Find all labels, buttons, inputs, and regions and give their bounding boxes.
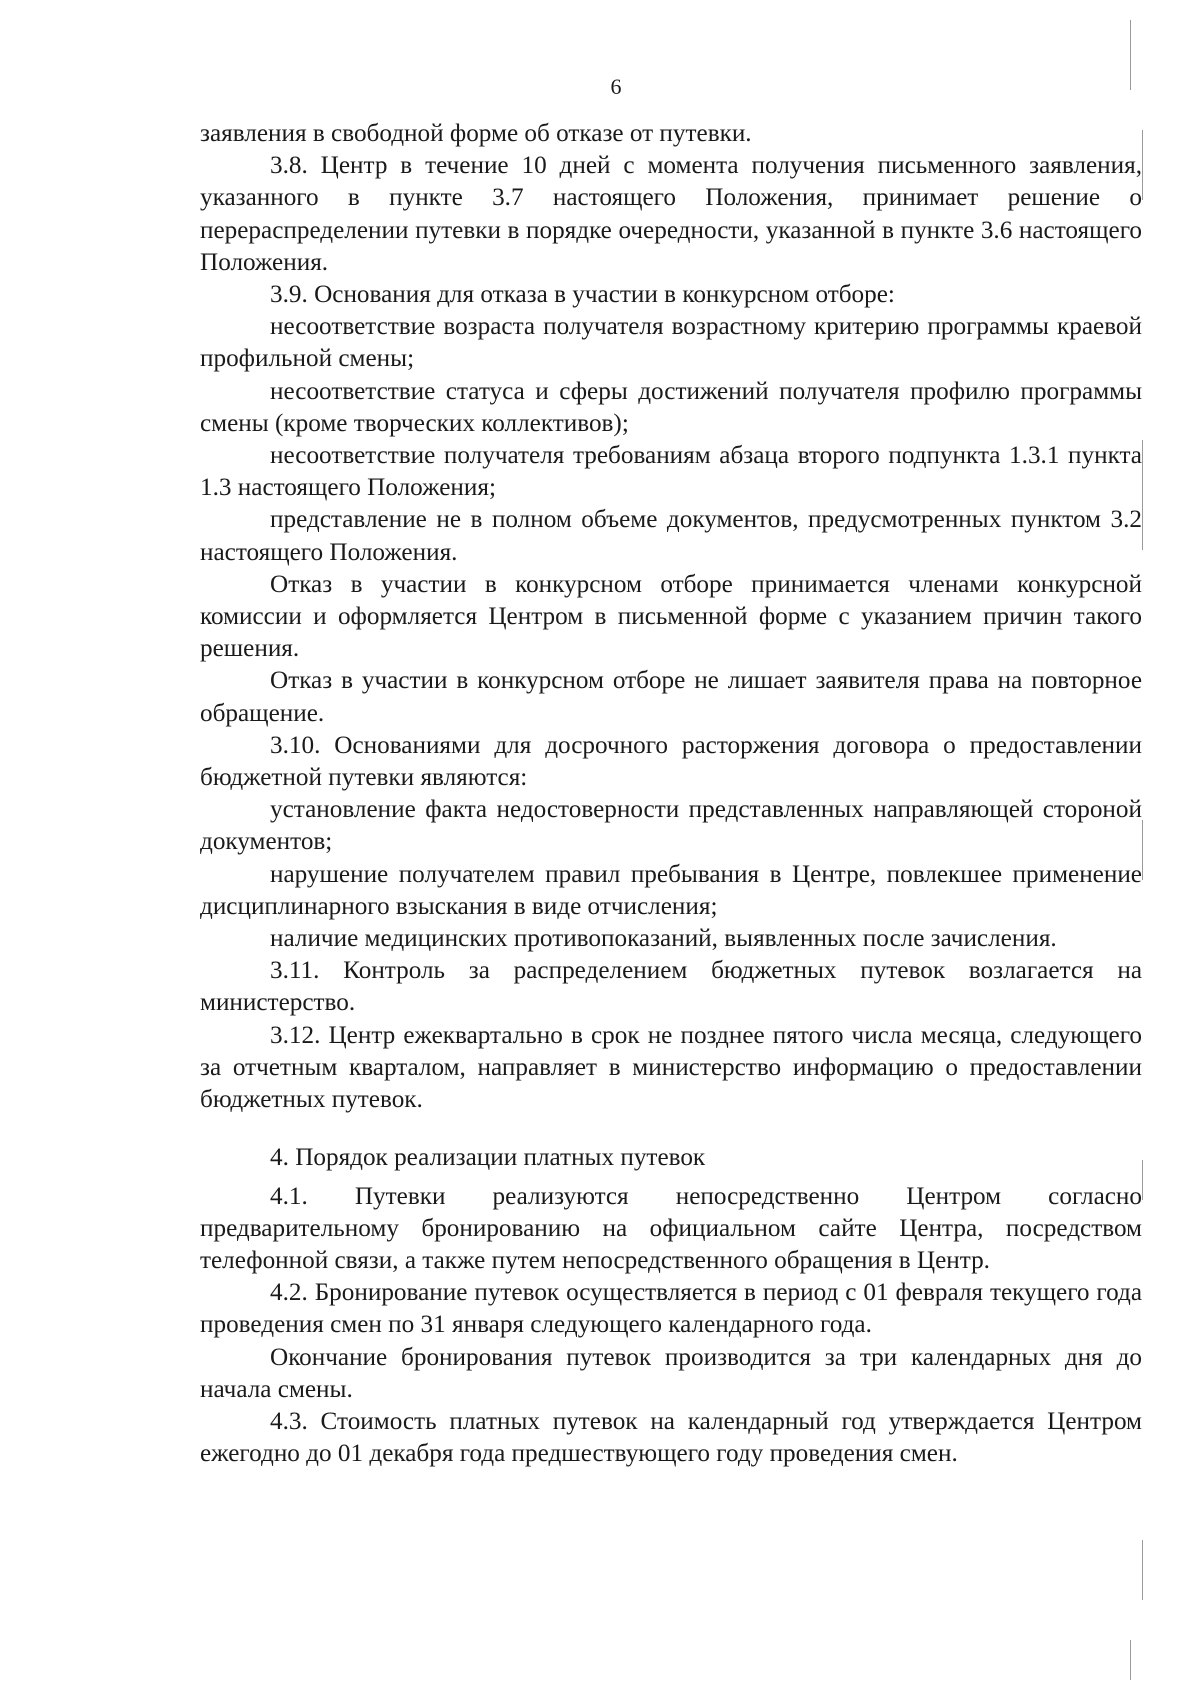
list-item-age: несоответствие возраста получателя возрастному критерию программы краевой профильной смены; <box>200 313 1142 373</box>
paragraph-continuation: заявления в свободной форме об отказе от путевки. <box>200 120 752 147</box>
list-item-documents: представление не в полном объеме документов, предусмотренных пунктом 3.2 настоящего Положения. <box>200 506 1142 566</box>
scan-edge-mark <box>1130 1640 1131 1680</box>
scan-edge-mark <box>1142 1160 1143 1200</box>
paragraph-booking-end: Окончание бронирования путевок производится за три календарных дня до начала смены. <box>200 1343 1142 1403</box>
scan-edge-mark <box>1142 1540 1143 1600</box>
scan-edge-mark <box>1142 820 1143 880</box>
paragraph-3-10: 3.10. Основаниями для досрочного расторжения договора о предоставлении бюджетной путевки являются: <box>200 731 1142 792</box>
scan-edge-mark <box>1130 20 1131 90</box>
paragraph-3-12: 3.12. Центр ежеквартально в срок не позднее пятого числа месяца, следующего за отчетным кварталом, направляет в министерство информацию о предоставлении бюджетных путевок. <box>200 1021 1142 1114</box>
document-body <box>200 118 1142 1470</box>
page-number: 6 <box>610 74 622 99</box>
paragraph-3-8: 3.8. Центр в течение 10 дней с момента получения письменного заявления, указанного в пункте 3.7 настоящего Положения, принимает решение о перераспределении путевки в порядке очередности, указанной в пункте 3.6 настоящего Положения. <box>200 152 1142 276</box>
list-item-false-documents: установление факта недостоверности представленных направляющей стороной документов; <box>200 796 1142 856</box>
paragraph-4-3: 4.3. Стоимость платных путевок на календарный год утверждается Центром ежегодно до 01 декабря года предшествующего году проведения смен. <box>200 1407 1142 1468</box>
scan-edge-mark <box>1142 130 1143 200</box>
paragraph-refusal: Отказ в участии в конкурсном отборе принимается членами конкурсной комиссии и оформляется Центром в письменной форме с указанием причин такого решения. <box>200 570 1142 663</box>
list-item-status: несоответствие статуса и сферы достижений получателя профилю программы смены (кроме творческих коллективов); <box>200 377 1142 437</box>
paragraph-4-1: 4.1. Путевки реализуются непосредственно Центром согласно предварительному бронированию на официальном сайте Центра, посредством телефонной связи, а также путем непосредственного обращения в Центр. <box>200 1182 1142 1274</box>
section-heading-4: 4. Порядок реализации платных путевок <box>270 1144 706 1172</box>
list-item-medical: наличие медицинских противопоказаний, выявленных после зачисления. <box>270 925 1057 953</box>
scan-edge-mark <box>1142 440 1143 550</box>
list-item-rules-violation: нарушение получателем правил пребывания в Центре, повлекшее применение дисциплинарного взыскания в виде отчисления; <box>200 860 1142 920</box>
paragraph-3-11: 3.11. Контроль за распределением бюджетных путевок возлагается на министерство. <box>200 957 1142 1017</box>
paragraph-4-2: 4.2. Бронирование путевок осуществляется в период с 01 февраля текущего года проведения смен по 31 января следующего календарного года. <box>200 1279 1142 1339</box>
paragraph-3-9: 3.9. Основания для отказа в участии в конкурсном отборе: <box>270 281 895 309</box>
paragraph-refusal-rights: Отказ в участии в конкурсном отборе не лишает заявителя права на повторное обращение. <box>200 667 1142 727</box>
list-item-requirements: несоответствие получателя требованиям абзаца второго подпункта 1.3.1 пункта 1.3 настоящего Положения; <box>200 442 1142 502</box>
